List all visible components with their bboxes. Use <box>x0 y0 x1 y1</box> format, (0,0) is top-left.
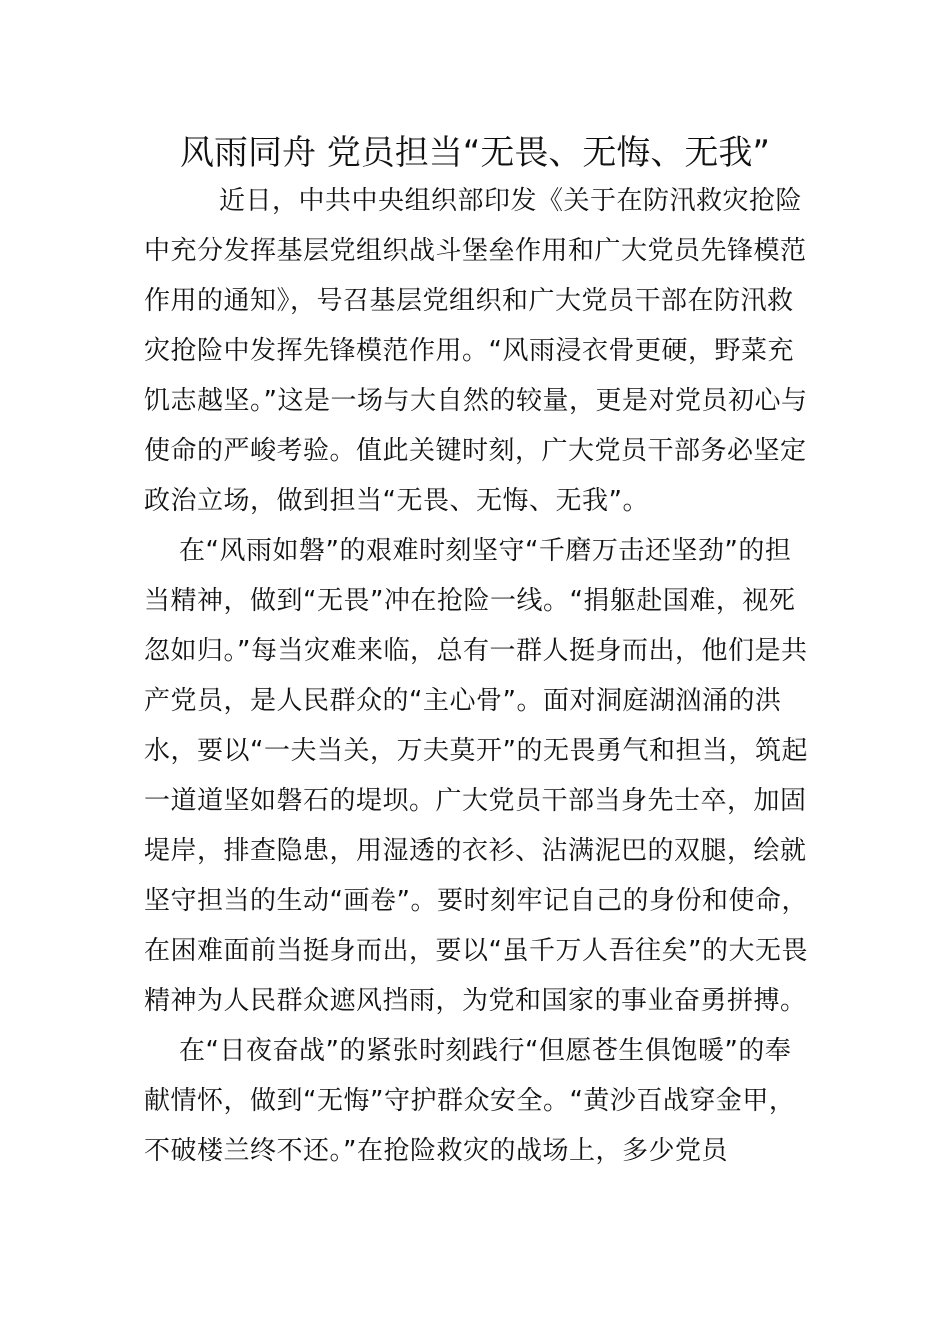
document-body <box>144 176 814 1176</box>
paragraph-no-regret: 在“日夜奋战”的紧张时刻践行“但愿苍生俱饱暖”的奉献情怀，做到“无悔”守护群众安全。“黄沙百战穿金甲，不破楼兰终不还。”在抢险救灾的战场上，多少党员 <box>144 1036 796 1166</box>
paragraph-fearless: 在“风雨如磐”的艰难时刻坚守“千磨万击还坚劲”的担当精神，做到“无畏”冲在抢险一线。“捐躯赴国难，视死忽如归。”每当灾难来临，总有一群人挺身而出，他们是共产党员，是人民群众的“主心骨”。面对洞庭湖汹涌的洪水，要以“一夫当关，万夫莫开”的无畏勇气和担当，筑起一道道坚如磐石的堤坝。广大党员干部当身先士卒，加固堤岸，排查隐患，用湿透的衣衫、沾满泥巴的双腿，绘就坚守担当的生动“画卷”。要时刻牢记自己的身份和使命，在困难面前当挺身而出，要以“虽千万人吾往矣”的大无畏精神为人民群众遮风挡雨，为党和国家的事业奋勇拼搏。 <box>144 536 808 1016</box>
paragraph-intro: 近日，中共中央组织部印发《关于在防汛救灾抢险中充分发挥基层党组织战斗堡垒作用和广大党员先锋模范作用的通知》，号召基层党组织和广大党员干部在防汛救灾抢险中发挥先锋模范作用。“风雨浸衣骨更硬，野菜充饥志越坚。”这是一场与大自然的较量，更是对党员初心与使命的严峻考验。值此关键时刻，广大党员干部务必坚定政治立场，做到担当“无畏、无悔、无我”。 <box>144 186 808 516</box>
document-title: 风雨同舟 党员担当“无畏、无悔、无我” <box>179 133 771 173</box>
